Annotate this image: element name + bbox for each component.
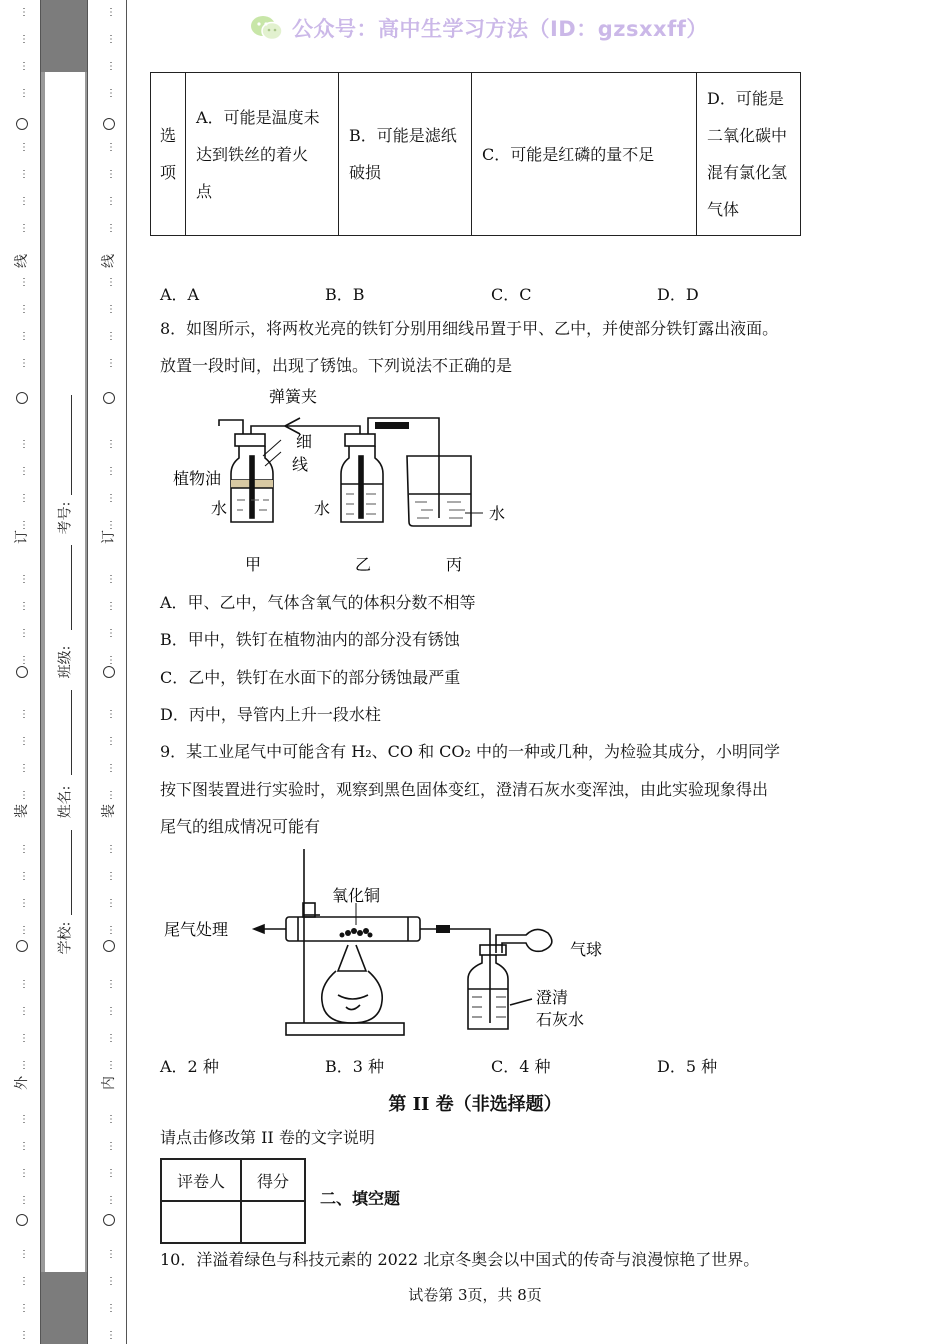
q7-d-line2: 二氧化碳中 [707, 126, 788, 145]
q7-b-line2: 破损 [349, 163, 382, 182]
margin-outer-dots: ⋮ [19, 1303, 29, 1314]
margin-outer-dots: ⋮ [19, 628, 29, 639]
margin-outer-dots: ⋮ [19, 925, 29, 936]
margin-outer-dots: ⋮ [19, 844, 29, 855]
q8-label-water-2: 水 [314, 499, 331, 518]
q7-answer-c[interactable]: C．C [491, 285, 532, 304]
q9-label-copper-oxide: 氧化铜 [332, 886, 381, 905]
q9-option-d[interactable]: D．5 种 [657, 1057, 718, 1076]
q8-option-b[interactable]: B．甲中，铁钉在植物油内的部分没有锈蚀 [160, 630, 460, 649]
margin-inner-dots: ⋮ [106, 601, 116, 612]
q8-label-thread-2: 线 [292, 455, 309, 474]
margin-inner-dots: ⋮ [106, 331, 116, 342]
margin-outer-dots: ⋮ [19, 655, 29, 666]
margin-outer-dots: ⋮ [19, 1033, 29, 1044]
margin-inner-dots: ⋮ [106, 628, 116, 639]
margin-line-2 [87, 0, 88, 1344]
q7-table-header-text: 选 项 [160, 126, 177, 182]
field-class-line [71, 545, 72, 630]
q7-cell-d [697, 73, 801, 236]
margin-outer-dots: ⋮ [19, 277, 29, 288]
q7-cell-a [186, 73, 339, 236]
margin-inner-dots: ⋮ [106, 88, 116, 99]
margin-outer-dots: ⋮ [19, 1060, 29, 1071]
q9-stem-line2: 按下图装置进行实验时，观察到黑色固体变红，澄清石灰水变浑浊，由此实验现象得出 [160, 780, 769, 799]
margin-inner-dots: ⋮ [106, 763, 116, 774]
margin-inner-dots: ⋮ [106, 979, 116, 990]
margin-outer-dots: ⋮ [19, 763, 29, 774]
margin-outer-dots: ⋮ [19, 1006, 29, 1017]
margin-outer-dots: ⋮ [19, 223, 29, 234]
margin-inner-dots: ⋮ [106, 1033, 116, 1044]
q7-answer-a[interactable]: A．A [160, 285, 200, 304]
margin-inner-dots: ⋮ [106, 574, 116, 585]
margin-outer-dots: ⋮ [19, 358, 29, 369]
margin-outer-dots: ⋮ [19, 1330, 29, 1341]
margin-inner-dots: ⋮ [106, 466, 116, 477]
margin-outer-dots: ⋮ [19, 61, 29, 72]
field-school: 学校: [57, 921, 74, 955]
margin-gray-bottom [41, 1272, 87, 1344]
margin-outer-dots: ⋮ [19, 709, 29, 720]
margin-outer-dots: ⋮ [19, 1195, 29, 1206]
margin-inner-dots: ⋮ [106, 1114, 116, 1125]
q8-label-bing: 丙 [446, 555, 463, 574]
margin-outer-dots: ⋮ [19, 898, 29, 909]
q9-label-balloon: 气球 [570, 940, 603, 959]
q7-cell-c: C．可能是红磷的量不足 [472, 73, 697, 236]
margin-outer-dots: ⋮ [19, 979, 29, 990]
margin-outer-dots: ⋮ [19, 7, 29, 18]
q7-d-line4: 气体 [707, 200, 740, 219]
margin-outer-dots: ⋮ [19, 1168, 29, 1179]
margin-inner-dots: ⋮ [106, 196, 116, 207]
margin-inner-dots: ⋮ [106, 655, 116, 666]
margin-inner-dots: ⋮ [106, 898, 116, 909]
margin-inner-circle [103, 1214, 115, 1226]
margin-inner-dots: ⋮ [106, 790, 116, 801]
margin-char-ding-outer: 订 [14, 530, 30, 544]
q7-b-line1: B．可能是滤纸 [349, 126, 457, 145]
watermark-header [250, 10, 708, 46]
margin-outer-dots: ⋮ [19, 466, 29, 477]
margin-inner-dots: ⋮ [106, 223, 116, 234]
margin-outer-circle [16, 1214, 28, 1226]
margin-inner-dots: ⋮ [106, 1060, 116, 1071]
score-cell-grader[interactable] [161, 1201, 241, 1243]
q7-table-header [151, 73, 186, 236]
part2-note[interactable]: 请点击修改第 II 卷的文字说明 [160, 1128, 375, 1147]
margin-outer-circle [16, 118, 28, 130]
margin-outer-circle [16, 940, 28, 952]
q7-option-table [150, 72, 801, 236]
margin-outer-dots: ⋮ [19, 790, 29, 801]
q7-a-line2: 达到铁丝的着火 [196, 144, 309, 164]
margin-outer-dots: ⋮ [19, 439, 29, 450]
margin-inner-dots: ⋮ [106, 169, 116, 180]
q7-a-line3: 点 [196, 181, 213, 201]
margin-outer-circle [16, 392, 28, 404]
score-header-grader: 评卷人 [161, 1159, 241, 1201]
q9-stem-line1: 9．某工业尾气中可能含有 H₂、CO 和 CO₂ 中的一种或几种，为检验其成分，小明同学 [160, 742, 781, 761]
q7-answer-d[interactable]: D．D [657, 285, 699, 304]
margin-inner-dots: ⋮ [106, 925, 116, 936]
margin-outer-dots: ⋮ [19, 1276, 29, 1287]
field-name: 姓名: [57, 785, 74, 819]
q7-d-line3: 混有氯化氢 [707, 163, 788, 182]
margin-inner-circle [103, 118, 115, 130]
margin-char-zhuang-outer: 装 [14, 804, 30, 818]
margin-outer-dots: ⋮ [19, 871, 29, 882]
margin-inner-dots: ⋮ [106, 1249, 116, 1260]
margin-outer-dots: ⋮ [19, 1249, 29, 1260]
margin-inner-circle [103, 392, 115, 404]
margin-inner-circle [103, 940, 115, 952]
margin-inner-dots: ⋮ [106, 439, 116, 450]
margin-char-xian-inner: 线 [101, 254, 117, 268]
margin-char-xian-outer: 线 [14, 254, 30, 268]
margin-outer-dots: ⋮ [19, 169, 29, 180]
margin-inner-circle [103, 666, 115, 678]
part2-title: 第 II 卷（非选择题） [388, 1094, 562, 1115]
q9-option-c[interactable]: C．4 种 [491, 1057, 551, 1076]
margin-outer-dots: ⋮ [19, 601, 29, 612]
q9-figure [160, 845, 620, 1045]
q8-label-oil: 植物油 [173, 469, 222, 488]
margin-outer-dots: ⋮ [19, 304, 29, 315]
field-name-line [71, 690, 72, 775]
field-class: 班级: [57, 645, 74, 679]
q8-option-d[interactable]: D．丙中，导管内上升一段水柱 [160, 705, 381, 724]
margin-char-nei-inner: 内 [101, 1076, 117, 1090]
q8-label-water-3: 水 [489, 504, 506, 523]
margin-line-3 [126, 0, 127, 1344]
margin-inner-dots: ⋮ [106, 7, 116, 18]
margin-outer-dots: ⋮ [19, 736, 29, 747]
field-school-line [71, 830, 72, 915]
margin-inner-dots: ⋮ [106, 1276, 116, 1287]
margin-inner-dots: ⋮ [106, 34, 116, 45]
q8-stem-line1: 8．如图所示，将两枚光亮的铁钉分别用细线吊置于甲、乙中，并使部分铁钉露出液面。 [160, 319, 779, 338]
margin-gray-top [41, 0, 87, 72]
margin-char-ding-inner: 订 [101, 530, 117, 544]
page-footer: 试卷第 3页，共 8页 [408, 1286, 542, 1304]
margin-inner-dots: ⋮ [106, 358, 116, 369]
margin-char-zhuang-inner: 装 [101, 804, 117, 818]
margin-outer-dots: ⋮ [19, 1114, 29, 1125]
q8-label-clip: 弹簧夹 [269, 387, 318, 406]
margin-outer-dots: ⋮ [19, 196, 29, 207]
field-exam-number: 考号: [57, 501, 74, 535]
q8-label-water-1: 水 [211, 499, 228, 518]
score-table [160, 1158, 306, 1244]
margin-outer-dots: ⋮ [19, 520, 29, 531]
q8-label-yi: 乙 [355, 555, 372, 574]
q8-stem-line2: 放置一段时间，出现了锈蚀。下列说法不正确的是 [160, 356, 513, 375]
q9-label-inlet: 尾气处理 [164, 920, 229, 939]
margin-inner-dots: ⋮ [106, 61, 116, 72]
q8-option-a[interactable]: A．甲、乙中，气体含氧气的体积分数不相等 [160, 593, 476, 612]
section-fill-in-title: 二、填空题 [320, 1189, 401, 1208]
q8-figure [165, 384, 525, 580]
margin-inner-dots: ⋮ [106, 871, 116, 882]
q8-label-thread-1: 细 [296, 432, 313, 451]
score-cell-score[interactable] [241, 1201, 305, 1243]
margin-outer-dots: ⋮ [19, 88, 29, 99]
q9-option-a[interactable]: A．2 种 [160, 1057, 219, 1076]
margin-inner-dots: ⋮ [106, 1330, 116, 1341]
margin-outer-dots: ⋮ [19, 331, 29, 342]
q8-label-jia: 甲 [245, 555, 262, 574]
q9-option-b[interactable]: B．3 种 [325, 1057, 385, 1076]
q7-answer-b[interactable]: B．B [325, 285, 365, 304]
q10-stem: 10．洋溢着绿色与科技元素的 2022 北京冬奥会以中国式的传奇与浪漫惊艳了世界。 [160, 1250, 760, 1269]
margin-inner-dots: ⋮ [106, 142, 116, 153]
margin-inner-dots: ⋮ [106, 1168, 116, 1179]
margin-inner-dots: ⋮ [106, 736, 116, 747]
margin-inner-dots: ⋮ [106, 1006, 116, 1017]
margin-outer-dots: ⋮ [19, 493, 29, 504]
margin-outer-dots: ⋮ [19, 34, 29, 45]
margin-outer-dots: ⋮ [19, 574, 29, 585]
q7-a-line1: A．可能是温度未 [196, 107, 320, 127]
margin-inner-dots: ⋮ [106, 520, 116, 531]
q9-label-limewater-2: 石灰水 [536, 1010, 585, 1029]
margin-outer-dots: ⋮ [19, 142, 29, 153]
q8-option-c[interactable]: C．乙中，铁钉在水面下的部分锈蚀最严重 [160, 668, 461, 687]
margin-inner-dots: ⋮ [106, 1141, 116, 1152]
q9-stem-line3: 尾气的组成情况可能有 [160, 817, 321, 836]
margin-outer-circle [16, 666, 28, 678]
q7-d-line1: D．可能是 [707, 89, 784, 108]
wechat-icon [250, 14, 284, 42]
margin-inner-dots: ⋮ [106, 709, 116, 720]
margin-inner-dots: ⋮ [106, 277, 116, 288]
margin-inner-dots: ⋮ [106, 1195, 116, 1206]
header-text: 公众号：高中生学习方法（ID：gzsxxff） [292, 17, 708, 41]
q7-cell-b [339, 73, 472, 236]
score-header-score: 得分 [241, 1159, 305, 1201]
field-exam-number-line [71, 395, 72, 495]
margin-char-wai-outer: 外 [14, 1076, 30, 1090]
margin-inner-dots: ⋮ [106, 493, 116, 504]
margin-inner-dots: ⋮ [106, 304, 116, 315]
margin-inner-dots: ⋮ [106, 844, 116, 855]
margin-outer-dots: ⋮ [19, 1141, 29, 1152]
margin-inner-dots: ⋮ [106, 1303, 116, 1314]
q9-label-limewater-1: 澄清 [536, 988, 569, 1007]
